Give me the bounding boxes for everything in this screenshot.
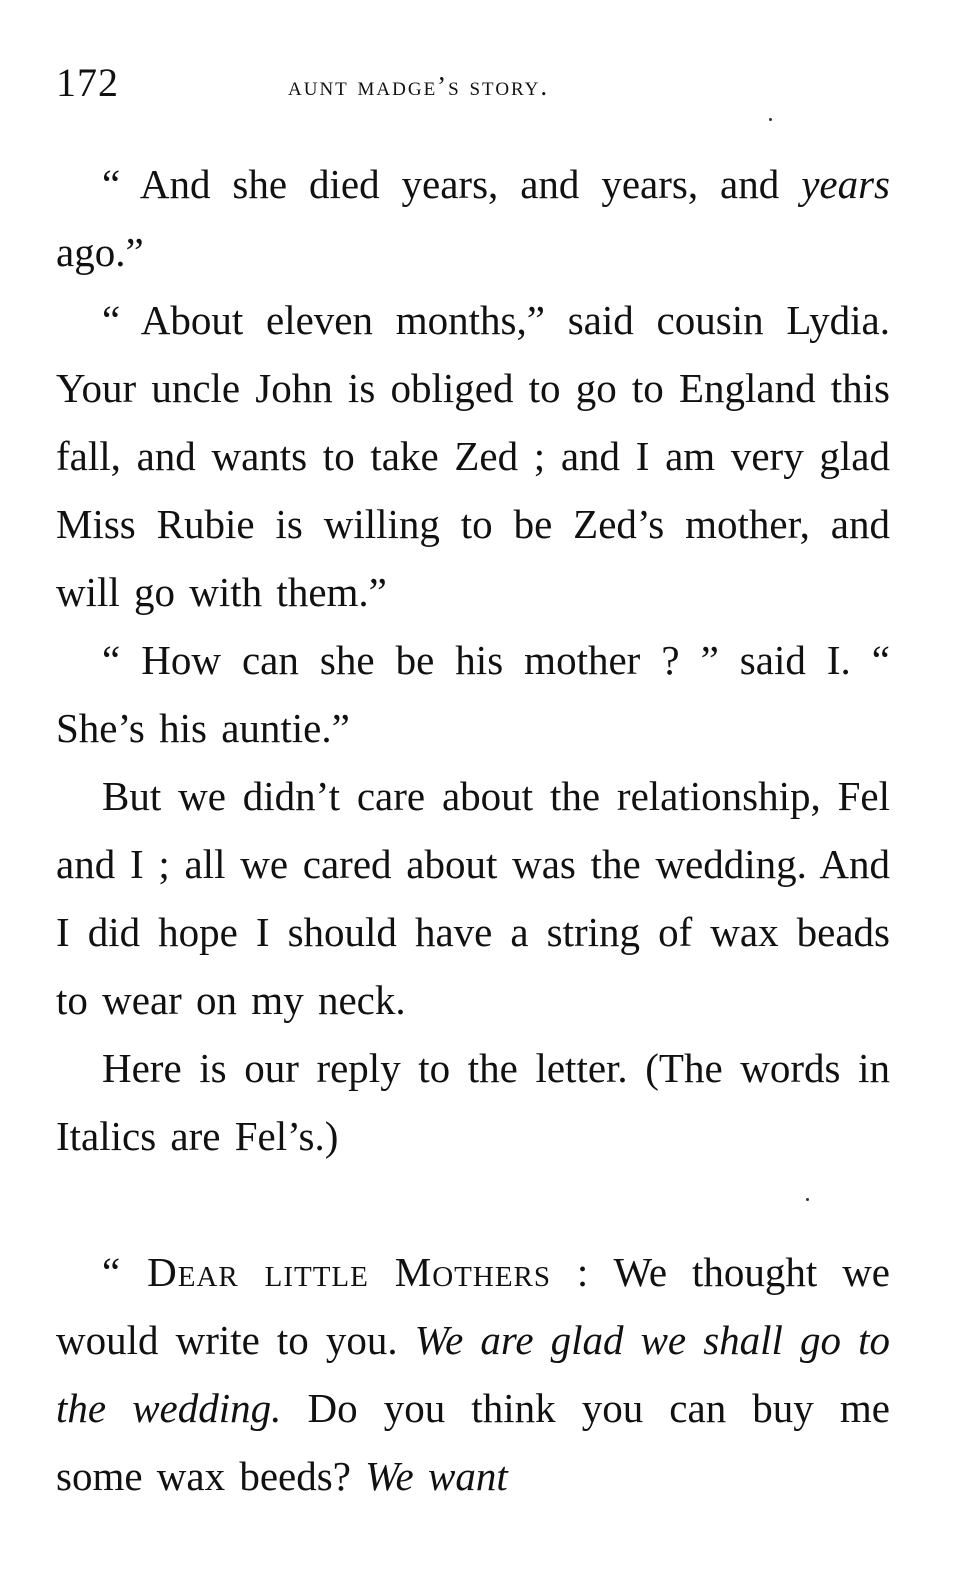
paragraph-4-text: But we didn’t care about the relationship, Fel and I ; all we cared about was the wedding. And I did hope I should have a string of wax beads to wear on my neck.	[56, 773, 890, 1023]
section-gap	[56, 1170, 890, 1238]
paragraph-1	[56, 150, 890, 286]
paragraph-3	[56, 626, 890, 762]
paragraph-2	[56, 286, 890, 626]
letter-italic-2: We want	[365, 1453, 508, 1499]
print-speck	[806, 1198, 809, 1201]
page-header	[56, 58, 890, 108]
paragraph-1-text-end: ago.”	[56, 229, 144, 275]
paragraph-1-italic: years	[801, 161, 890, 207]
page-number: 172	[56, 60, 119, 105]
paragraph-2-text: “ About eleven months,” said cousin Lydia. Your uncle John is obliged to go to England this fall, and wants to take Zed ; and I am very glad Miss Rubie is willing to be Zed’s mother, and will go with them.”	[56, 297, 890, 615]
paragraph-5-text: Here is our reply to the letter. (The words in Italics are Fel’s.)	[56, 1045, 890, 1159]
paragraph-3-text: “ How can she be his mother ? ” said I. “ She’s his auntie.”	[56, 637, 890, 751]
letter-italic-1: We are glad we shall go to the wedding.	[56, 1317, 890, 1431]
letter-paragraph	[56, 1238, 890, 1510]
letter-text-2: Do you think you can buy me some wax beeds?	[56, 1385, 890, 1499]
paragraph-4	[56, 762, 890, 1034]
running-head: aunt madge’s story.	[288, 71, 550, 101]
letter-salutation: “ Dear little Mothers :	[102, 1249, 590, 1295]
paragraph-5	[56, 1034, 890, 1170]
print-speck	[769, 118, 772, 121]
paragraph-1-text: “ And she died years, and years, and	[102, 161, 802, 207]
letter-text-1: We thought we would write to you.	[56, 1249, 890, 1363]
body-text	[56, 150, 890, 1510]
